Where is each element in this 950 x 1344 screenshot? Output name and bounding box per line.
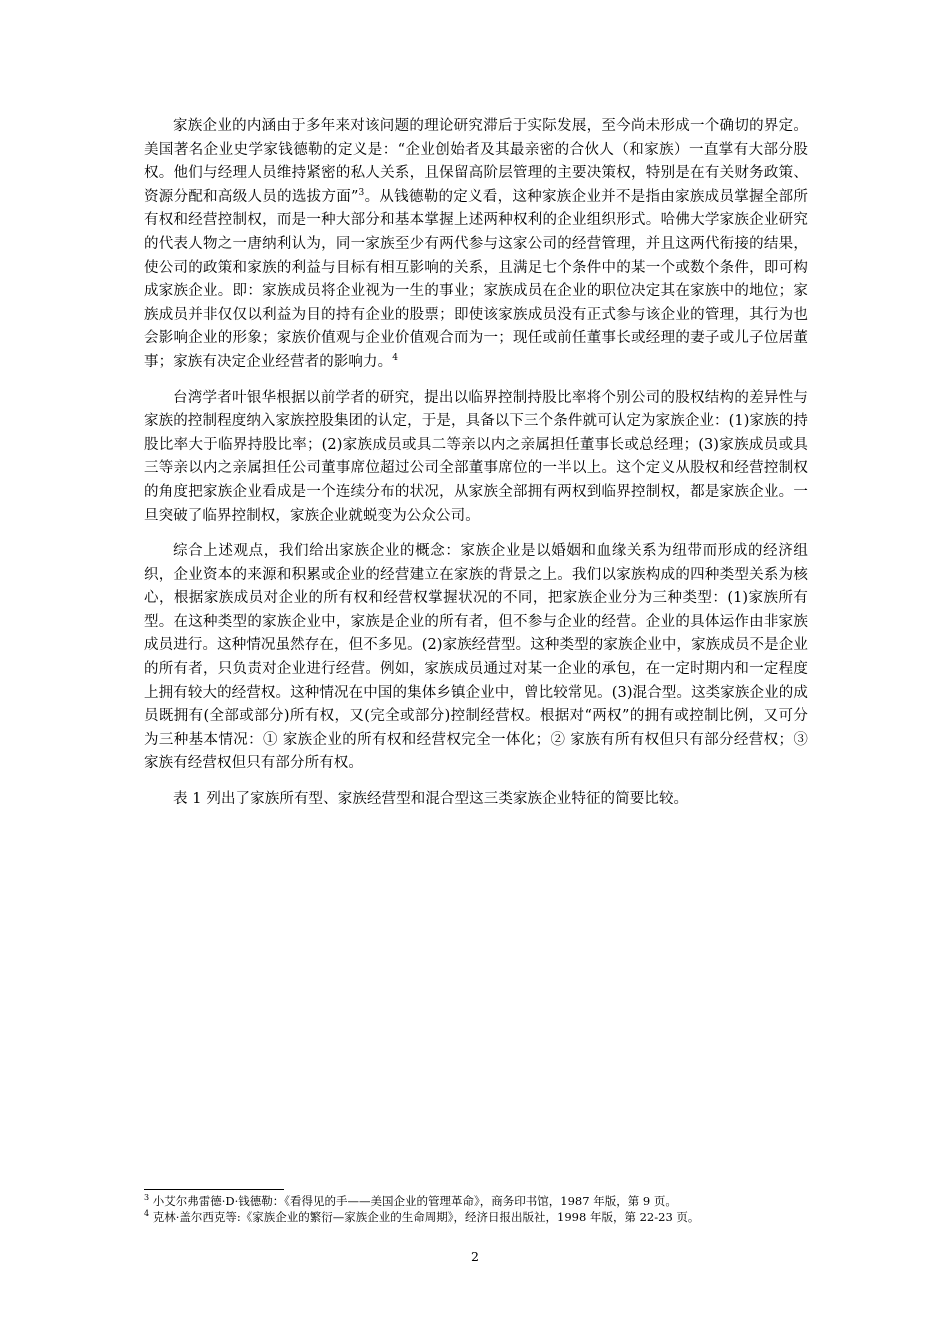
footnote-4-text: 克林·盖尔西克等:《家族企业的繁衍—家族企业的生命周期》，经济日报出版社，1998 年版，第 22-23 页。 bbox=[149, 1210, 700, 1224]
paragraph-2: 台湾学者叶银华根据以前学者的研究，提出以临界控制持股比率将个别公司的股权结构的差异性与家族的控制程度纳入家族控股集团的认定，于是，具备以下三个条件就可认定为家族企业：(1)家族的持股比率大于临界持股比率；(2)家族成员或具二等亲以内之亲属担任董事长或总经理；(3)家族成员或具三等亲以内之亲属担任公司董事席位超过公司全部董事席位的一半以上。这个定义从股权和经营控制权的角度把家族企业看成是一个连续分布的状况，从家族全部拥有两权到临界控制权，都是家族企业。一旦突破了临界控制权，家族企业就蜕变为公众公司。 bbox=[144, 389, 808, 524]
footnote-4 bbox=[144, 1209, 824, 1225]
paragraph-1 bbox=[144, 115, 808, 375]
footnote-mark-3: 3 bbox=[144, 1193, 150, 1203]
footnote-3 bbox=[144, 1193, 824, 1209]
footnote-separator bbox=[144, 1189, 284, 1190]
paragraph-1-text-b: 。从钱德勒的定义看，这种家族企业并不是指由家族成员掌握全部所有权和经营控制权，而是一种大部分和基本掌握上述两种权利的企业组织形式。哈佛大学家族企业研究的代表人物之一唐纳利认为，同一家族至少有两代参与这家公司的经营管理，并且这两代衔接的结果，使公司的政策和家族的利益与目标有相互影响的关系，且满足七个条件中的某一个或数个条件，即可构成家族企业。即：家族成员将企业视为一生的事业；家族成员在企业的职位决定其在家族中的地位；家族成员并非仅仅以利益为目的持有企业的股票；即使该家族成员没有正式参与该企业的管理，其行为也会影响企业的形象；家族价值观与企业价值观合而为一；现任或前任董事长或经理的妻子或儿子位居董事；家族有决定企业经营者的影响力。 bbox=[144, 188, 808, 370]
footnotes bbox=[144, 1193, 824, 1225]
paragraph-1-text-a: 家族企业的内涵由于多年来对该问题的理论研究滞后于实际发展，至今尚未形成一个确切的界定。美国著名企业史学家钱德勒的定义是：“企业创始者及其最亲密的合伙人（和家族）一直掌有大部分股权。他们与经理人员维持紧密的私人关系，且保留高阶层管理的主要决策权，特别是在有关财务政策、资源分配和高级人员的选拔方面” bbox=[144, 118, 808, 205]
footnote-ref-4[interactable]: 4 bbox=[392, 353, 399, 364]
footnote-ref-3[interactable]: 3 bbox=[358, 187, 365, 198]
footnote-3-text: 小艾尔弗雷德·D·钱德勒：《看得见的手——美国企业的管理革命》，商务印书馆，1987 年版，第 9 页。 bbox=[149, 1194, 677, 1208]
paragraph-3: 综合上述观点，我们给出家族企业的概念：家族企业是以婚姻和血缘关系为纽带而形成的经济组织，企业资本的来源和积累或企业的经营建立在家族的背景之上。我们以家族构成的四种类型关系为核心，根据家族成员对企业的所有权和经营权掌握状况的不同，把家族企业分为三种类型：(1)家族所有型。在这种类型的家族企业中，家族是企业的所有者，但不参与企业的经营。企业的具体运作由非家族成员进行。这种情况虽然存在，但不多见。(2)家族经营型。这种类型的家族企业中，家族成员不是企业的所有者，只负责对企业进行经营。例如，家族成员通过对某一企业的承包，在一定时期内和一定程度上拥有较大的经营权。这种情况在中国的集体乡镇企业中，曾比较常见。(3)混合型。这类家族企业的成员既拥有(全部或部分)所有权，又(完全或部分)控制经营权。根据对“两权”的拥有或控制比例，又可分为三种基本情况：① 家族企业的所有权和经营权完全一体化；② 家族有所有权但只有部分经营权；③ 家族有经营权但只有部分所有权。 bbox=[144, 543, 808, 772]
paragraph-4: 表 1 列出了家族所有型、家族经营型和混合型这三类家族企业特征的简要比较。 bbox=[173, 791, 689, 808]
footnote-mark-4: 4 bbox=[144, 1209, 150, 1219]
body-text bbox=[144, 115, 808, 824]
page-number: 2 bbox=[471, 1249, 479, 1264]
